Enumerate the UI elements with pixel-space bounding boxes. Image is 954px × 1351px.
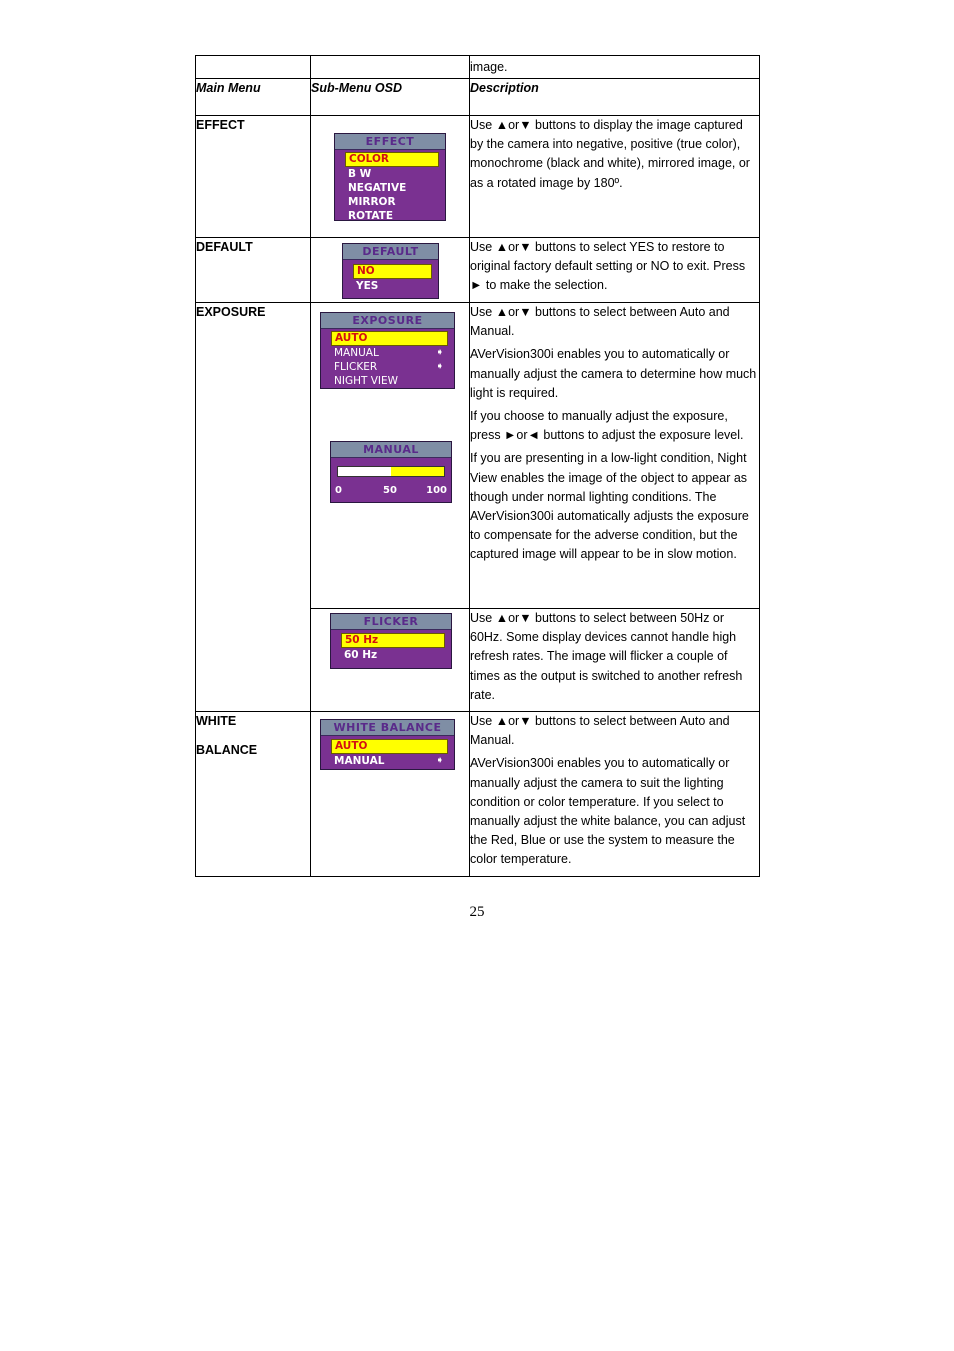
flicker-osd-cell (311, 609, 470, 712)
exposure-row (196, 303, 760, 609)
osd-selected-item: AUTO (331, 331, 448, 346)
osd-item-flicker: FLICKER ➧ (334, 361, 444, 373)
page-number: 25 (469, 904, 485, 920)
exposure-scale (335, 481, 447, 495)
osd-item-manual: MANUAL ➧ (334, 755, 444, 767)
exposure-level-fill (391, 467, 444, 476)
osd-item-night-view: NIGHT VIEW (334, 375, 399, 387)
osd-title: MANUAL (331, 442, 451, 458)
scale-label: 100 (426, 485, 447, 496)
main-menu-default: DEFAULT (196, 238, 311, 303)
scale-label: 50 (383, 485, 397, 496)
osd-selected-item: COLOR (345, 152, 439, 167)
osd-item: 60 Hz (344, 649, 378, 661)
header-sub-menu: Sub-Menu OSD (311, 79, 470, 116)
scale-label: 0 (335, 485, 342, 496)
osd-item-manual: MANUAL ➧ (334, 347, 444, 359)
white-balance-row (196, 712, 760, 877)
header-description: Description (470, 79, 760, 116)
continued-description: image. (470, 60, 508, 74)
effect-osd-menu (334, 133, 446, 221)
osd-item: YES (356, 280, 379, 292)
osd-title: FLICKER (331, 614, 451, 630)
arrow-right-icon: ➧ (435, 347, 444, 358)
white-balance-description: Use ▲or▼ buttons to select between Auto and Manual. AVerVision300i enables you to automatically or manually adjust the camera to suit the lighting condition or color temperature. If you select to manually adjust the white balance, you can adjust the Red, Blue or use the system to measure the color temperature. (470, 712, 760, 877)
osd-item: MIRROR (348, 196, 396, 208)
osd-menu-table (195, 55, 760, 877)
default-row (196, 238, 760, 303)
white-balance-osd-menu (320, 719, 455, 770)
effect-osd-cell (311, 116, 470, 238)
manual-exposure-osd (330, 441, 452, 503)
osd-item: B W (348, 168, 372, 180)
default-osd-cell (311, 238, 470, 303)
osd-title: DEFAULT (343, 244, 438, 260)
header-row (196, 79, 760, 116)
osd-title: EFFECT (335, 134, 445, 150)
main-menu-effect: EFFECT (196, 116, 311, 238)
exposure-osd-menu (320, 312, 455, 389)
exposure-description: Use ▲or▼ buttons to select between Auto and Manual. AVerVision300i enables you to automatically or manually adjust the camera to determine how much light is required. If you choose to manually adjust the exposure, press ►or◄ buttons to adjust the exposure level. If you are presenting in a low-light condition, Night View enables the image of the object to appear as though under normal lighting conditions. The AVerVision300i automatically adjusts the exposure to compensate for the adverse condition, but the captured image will appear to be in slow motion. (470, 303, 760, 609)
flicker-description: Use ▲or▼ buttons to select between 50Hz or 60Hz. Some display devices cannot handle high refresh rates. The image will flicker a couple of times as the output is switched to another refresh rate. (470, 609, 760, 712)
osd-title: EXPOSURE (321, 313, 454, 329)
effect-description: Use ▲or▼ buttons to display the image captured by the camera into negative, positive (true color), monochrome (black and white), mirrored image, or as a rotated image by 180º. (470, 116, 760, 238)
header-main-menu: Main Menu (196, 79, 311, 116)
main-menu-white-balance: WHITE BALANCE (196, 712, 311, 877)
osd-selected-item: NO (353, 264, 432, 279)
osd-selected-item: 50 Hz (341, 633, 445, 648)
default-description: Use ▲or▼ buttons to select YES to restore to original factory default setting or NO to exit. Press ► to make the selection. (470, 238, 760, 303)
effect-row (196, 116, 760, 238)
osd-item: NEGATIVE (348, 182, 407, 194)
osd-item: ROTATE (348, 210, 394, 222)
osd-selected-item: AUTO (331, 739, 448, 754)
exposure-osd-cell (311, 303, 470, 609)
arrow-right-icon: ➧ (435, 361, 444, 372)
arrow-right-icon: ➧ (435, 755, 444, 766)
osd-title: WHITE BALANCE (321, 720, 454, 736)
main-menu-exposure: EXPOSURE (196, 303, 311, 712)
default-osd-menu (342, 243, 439, 299)
exposure-level-bar (337, 466, 445, 477)
white-balance-osd-cell (311, 712, 470, 877)
flicker-osd-menu (330, 613, 452, 669)
continued-row (196, 56, 760, 79)
